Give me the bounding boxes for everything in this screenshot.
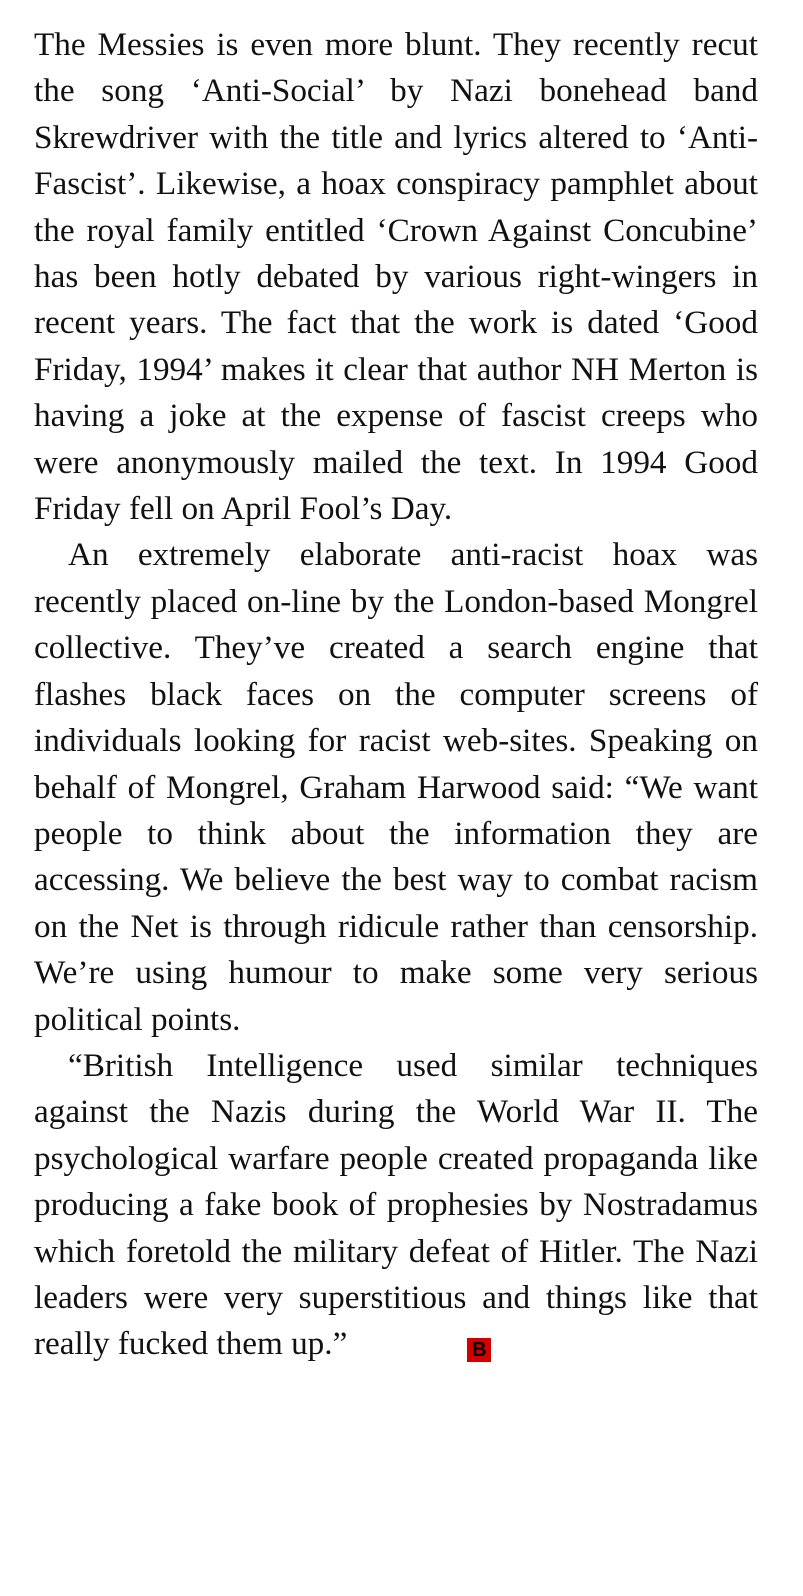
article-body [34, 22, 758, 1368]
paragraph-3-text: “British Intelligence used similar techniques against the Nazis during the World War II. The psychological warfare people created propaganda like producing a fake book of prophesies by Nostradamus which foretold the military defeat of Hitler. The Nazi leaders were very superstitious and things like that really fucked them up.” [34, 1046, 758, 1363]
end-of-article-mark: B [467, 1338, 491, 1362]
paragraph-2: An extremely elaborate anti-racist hoax was recently placed on-line by the London-based Mongrel collective. They’ve created a search engine that flashes black faces on the computer screens of individuals looking for racist web-sites. Speaking on behalf of Mongrel, Graham Harwood said: “We want people to think about the information they are accessing. We believe the best way to combat racism on the Net is through ridicule rather than censorship. We’re using humour to make some very serious political points. [34, 536, 758, 1038]
paragraph-1: The Messies is even more blunt. They recently recut the song ‘Anti-Social’ by Nazi bonehead band Skrewdriver with the title and lyrics altered to ‘Anti-Fascist’. Likewise, a hoax conspiracy pamphlet about the royal family entitled ‘Crown Against Concubine’ has been hotly debated by various right-wingers in recent years. The fact that the work is dated ‘Good Friday, 1994’ makes it clear that author NH Merton is having a joke at the expense of fascist creeps who were anonymously mailed the text. In 1994 Good Friday fell on April Fool’s Day. [34, 26, 758, 528]
paragraph-3 [34, 1043, 758, 1368]
